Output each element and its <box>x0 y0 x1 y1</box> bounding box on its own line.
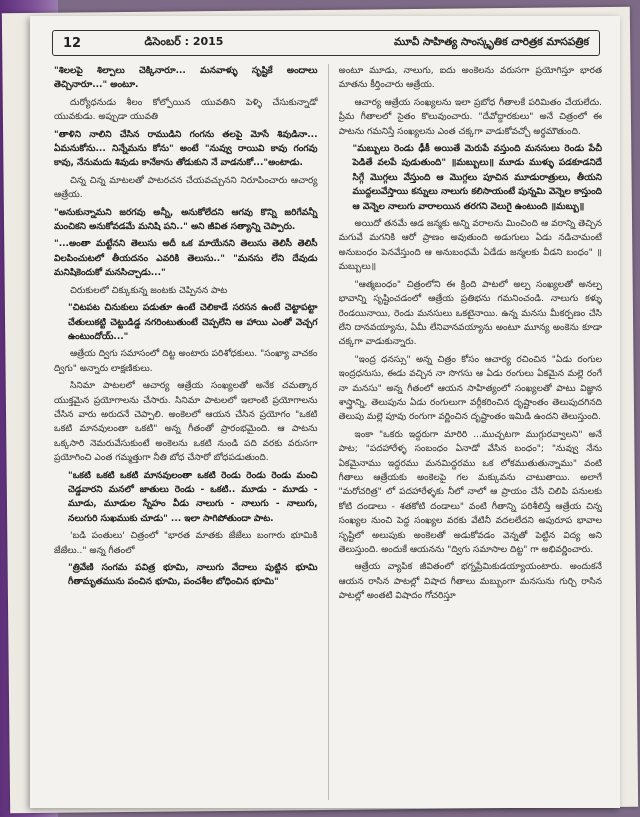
magazine-page <box>30 16 620 808</box>
article-paragraph: ఆచార్య ఆత్రేయ సంఖ్యలను ఇలా ప్రబోధ గీతాలకే పరిమితం చేయలేదు. ప్రేమ గీతాలలో సైతం కొలువుంచారు. "దేవోద్దారకులు" అనే చిత్రంలో ఈ పాటను గమనిస్తే సంఖ్యలను ఎంత చక్కగా వాడుకోవచ్చో అర్థమౌతుంది. <box>338 97 602 137</box>
article-paragraph: అయిదో తనమే ఆడ జన్మకు అన్ని వరాలను మించింది ఆ వరాన్ని తెచ్చిన మగువే మగనికి ఆరో ప్రాణం అవుతుంది అడుగులు ఏడు నడిచామంటే అనుబంధం పెనవేస్తుంది ఆ అనుబంధమే ఏడేడు జన్మలకు వీడని బంధం" ॥మబ్బులు॥ <box>338 219 602 273</box>
article-paragraph: "...అంతా మట్టేనని తెలుసు అదీ ఒక మాయేనని తెలుసు తెలిసీ తెలిసీ విలపించుటలో తీయదనం ఎవరికి తెలుసు.." "మనసు లేని దేవుడు మనిషికెందుకో మనసిచ్చాడు..." <box>54 239 318 279</box>
column-divider <box>328 64 329 800</box>
issue-date: డిసెంబర్ : 2015 <box>144 35 224 48</box>
article-paragraph: "మబ్బులు రెండు ఢీకీ అయితే మెరుపే వస్తుంది మనసులు రెండు పేచీ పెడితే వలపే పుడుతుంది" ॥మబ్బులు॥ మూడు ముళ్ళు పడకూడనిదే సిగ్గే మొగ్గలు వేస్తుంది ఆ మొగ్గలు పూచిన మూడురాత్రులు, తీయని ముద్దలువేస్తాయి కన్నులు నాలుగు కలిసాయంటే పున్నమి వెన్నెల కాస్తుంది ఆ వెన్నెల నాలుగు వారాలయిన తరగని వెలుగై ఉంటుంది ॥మబ్బు॥ <box>352 144 602 212</box>
magazine-masthead: మూవీ సాహిత్య సాంస్కృతిక చారిత్రక మాసపత్రిక <box>394 35 589 48</box>
article-paragraph: ఆత్రేయ వ్యాపిక జీవితంలో భగ్నప్రేమికుడయ్యాయంటారు. అందుకనే ఆయన రాసిన పాటల్లో విషాద గీతాలు మబ్బుంగా మనసును గుర్చి రాసిన పాటల్లో అంతటి విషాదం గోచరిస్తూ <box>338 562 602 602</box>
article-paragraph: "చిటపట చినుకులు పడుతూ ఉంటే చెలికాడే సరసన ఉంటే చెట్టాపట్టా చేతులుకట్టి చెట్టుడిడ్డ నగరింటుతుంటే చెప్పలేని ఆ హాయి ఎంతో వెచ్చగ ఉంటుందోయ్..." <box>68 303 318 342</box>
article-paragraph: దుర్యోధనుడు శీలం కోల్పోయిన యువతిని పెళ్ళి చేసుకున్నాడో యువకుడు. అప్పుడా యువతి <box>54 97 318 123</box>
article-paragraph: "ఆత్మబంధం" చిత్రంలోని ఈ క్రింది పాటలో అల్ప సంఖ్యలతో అనల్ప భావాన్ని సృష్టించడంలో ఆత్రేయ ప్రతిభను గమనించండి. నాలుగు కళ్ళు రెండయినాయి, రెండు మనసులు ఒకటైనాయి. ఉన్న మనసు మీకర్పణం చేసి లేని దానవయ్యాను, ఏమీ లేనివానవయ్యాను అంటూ మూన్య అంకెను కూడా చక్కగా వాడుకున్నారు. <box>338 279 602 348</box>
page-number: 12 <box>63 35 82 51</box>
article-paragraph: సినిమా పాటలలో ఆచార్య ఆత్రేయ సంఖ్యలతో అనేక చమత్కార యుక్తమైన ప్రయోగాలను చేసారు. సినిమా పాటలలో ఇలాంటి ప్రయోగాలను చేసిన వారు అరుదనే చెప్పాలి. అంకెలలో ఆయన చేసిన ప్రయోగం "ఒకటి ఒకటి మానవులంతా ఒకటి" అన్న గీతంతో ప్రారంభమైంది. ఆ పాటను ఒక్కసారి నెమరువేసుకుంటే అంకెలను ఒకటి నుండి పది వరకు వరుసగా ప్రయోగించి ఎంత గమ్మత్తుగా నీతి బోధ చేసారో బోధపడుతుంది. <box>54 381 318 464</box>
article-paragraph: "ఒకటి ఒకటి ఒకటి మానవులంతా ఒకటి రెండు రెండు రెండు మంచి చెడ్డవారని మనలో జాతులు రెండు - ఒకటి.. మూడు - మూడు - మూడు, మూడుల స్నేహం వీడు నాలుగు - నాలుగు - నాలుగు, నలుగురి సుఖముకు చూడు" ... ఇలా సాగిపోతుందా పాట. <box>68 470 318 524</box>
article-paragraph: ఆత్రేయ ద్విగు సమాసంలో దిట్ట అంటారు పరిశోధకులు. "సంఖ్యా వాచకం ద్విగు" అన్నారు లాక్షణికులు. <box>54 349 318 374</box>
article-paragraph: "శిలలపై శిల్పాలు చెక్కినారూ... మనవాళ్ళు సృష్టికే అందాలు తెచ్చినారూ..." అంటూ. <box>54 66 318 91</box>
article-paragraph: 'బడి పంతులు' చిత్రంలో "భారత మాతకు జేజేలు బంగారు భూమికి జేజేలు.." అన్న గీతంలో <box>54 531 318 556</box>
article-columns <box>54 64 602 800</box>
article-paragraph: అంటూ మూడు, నాలుగు, ఐదు అంకెలను వరుసగా ప్రయోగిస్తూ భారత మాతను కీర్తించారు ఆత్రేయ. <box>338 66 602 91</box>
article-paragraph: "అనుకున్నామని జరగవు అన్నీ, అనుకోలేదని ఆగవు కొన్ని జరిగేవన్నీ మంచికని అనుకోవడమే మనిషి పని.." అని జీవిత సత్యాన్ని చెప్పారు. <box>54 207 318 233</box>
article-paragraph: చిరుకులలో చిక్కుకున్న జంటకు చెప్పినన పాట <box>70 285 228 296</box>
article-column-left <box>54 64 318 800</box>
article-paragraph: ఇంకా "ఒకరు ఇద్దరుగా మారిరి ...ముచ్చటగా ముగ్గురవ్వాలని" అనే పాట; "పదహారేళ్ళ సంబంధం ఏనాడో వేసిన బంధం"; "నువ్వు నేను ఏకమైనాము ఇద్దరము మనమిద్దరము ఒక లోకముతుతున్నాము" వంటి గీతాలు ఆత్రేయకు అంకెలపై గల మక్కువను చాటుతాయి. అలాగే "మరోచరిత్ర" లో పదహారేళ్ళకు నీలో నాలో ఆ ప్రాయం చేసే చిలిపి పనులకు కోటి దండాలు - శతకోటి దండాలు" వంటి గీతాన్ని పరిశీలిస్తే ఆత్రేయ చిన్న సంఖ్యల నుంచి పెద్ద సంఖ్యల వరకు వేటినీ వదలలేదని అపురూప భావాల సృష్టిలో అలుపుకు అంకెలతో అడుకోవడం వెన్నతో పెట్టిన విద్య అని తెలుస్తుంది. అందుకే ఆయనను "ద్విగు సమాసాల దిట్ట" గా అభివర్ణించారు. <box>338 429 602 555</box>
article-paragraph: "ఇంద్ర ధనస్సు" అన్న చిత్రం కోసం ఆచార్య రచించిన "ఏడు రంగుల ఇంద్రధనుసు, ఈడు వచ్చిన నా సొగసు ఆ ఏడు రంగులు ఏకమైన మల్లె రంగే నా మనసు" అన్న గీతంలో ఆయన సాహిత్యంలో సంఖ్యలతో పాటు విజ్ఞాన శాస్త్రాన్ని, తెలుపును ఏడు రంగులుగా వర్గీకరించిన దృష్టాంతం తెలుపుదగినది తెలుపు మల్లె పూవు రంగుగా వర్ణించిన దృష్టాంతం ఇమిడి ఉందని తెలుస్తుంది. <box>338 354 602 423</box>
article-paragraph: చిన్న చిన్న మాటలతో పాటరచన చేయవచ్చునని నిరూపించారు ఆచార్య ఆత్రేయ. <box>54 175 318 201</box>
article-paragraph: "తాళిని నాలిని చేసిన రాముడిని గంగను తలపై మోసే శివుడినా... ఏమనుకోను... నిన్నేమను కోను" అంటే "నువ్వు రాయివి కావు గంగవు కావు, నేనుమదు శివుడు కానేకాను తోడుకుని నే వాడనుకో..."అంటాడు. <box>54 129 318 169</box>
article-column-right <box>339 64 603 800</box>
article-paragraph: "త్రివేణి సంగమ పవిత్ర భూమి, నాలుగు వేదాలు పుట్టిన భూమి గీతామృతమును పంచిన భూమి, పంచశీల బోధించిన భూమి" <box>68 563 318 588</box>
page-header <box>52 30 600 56</box>
